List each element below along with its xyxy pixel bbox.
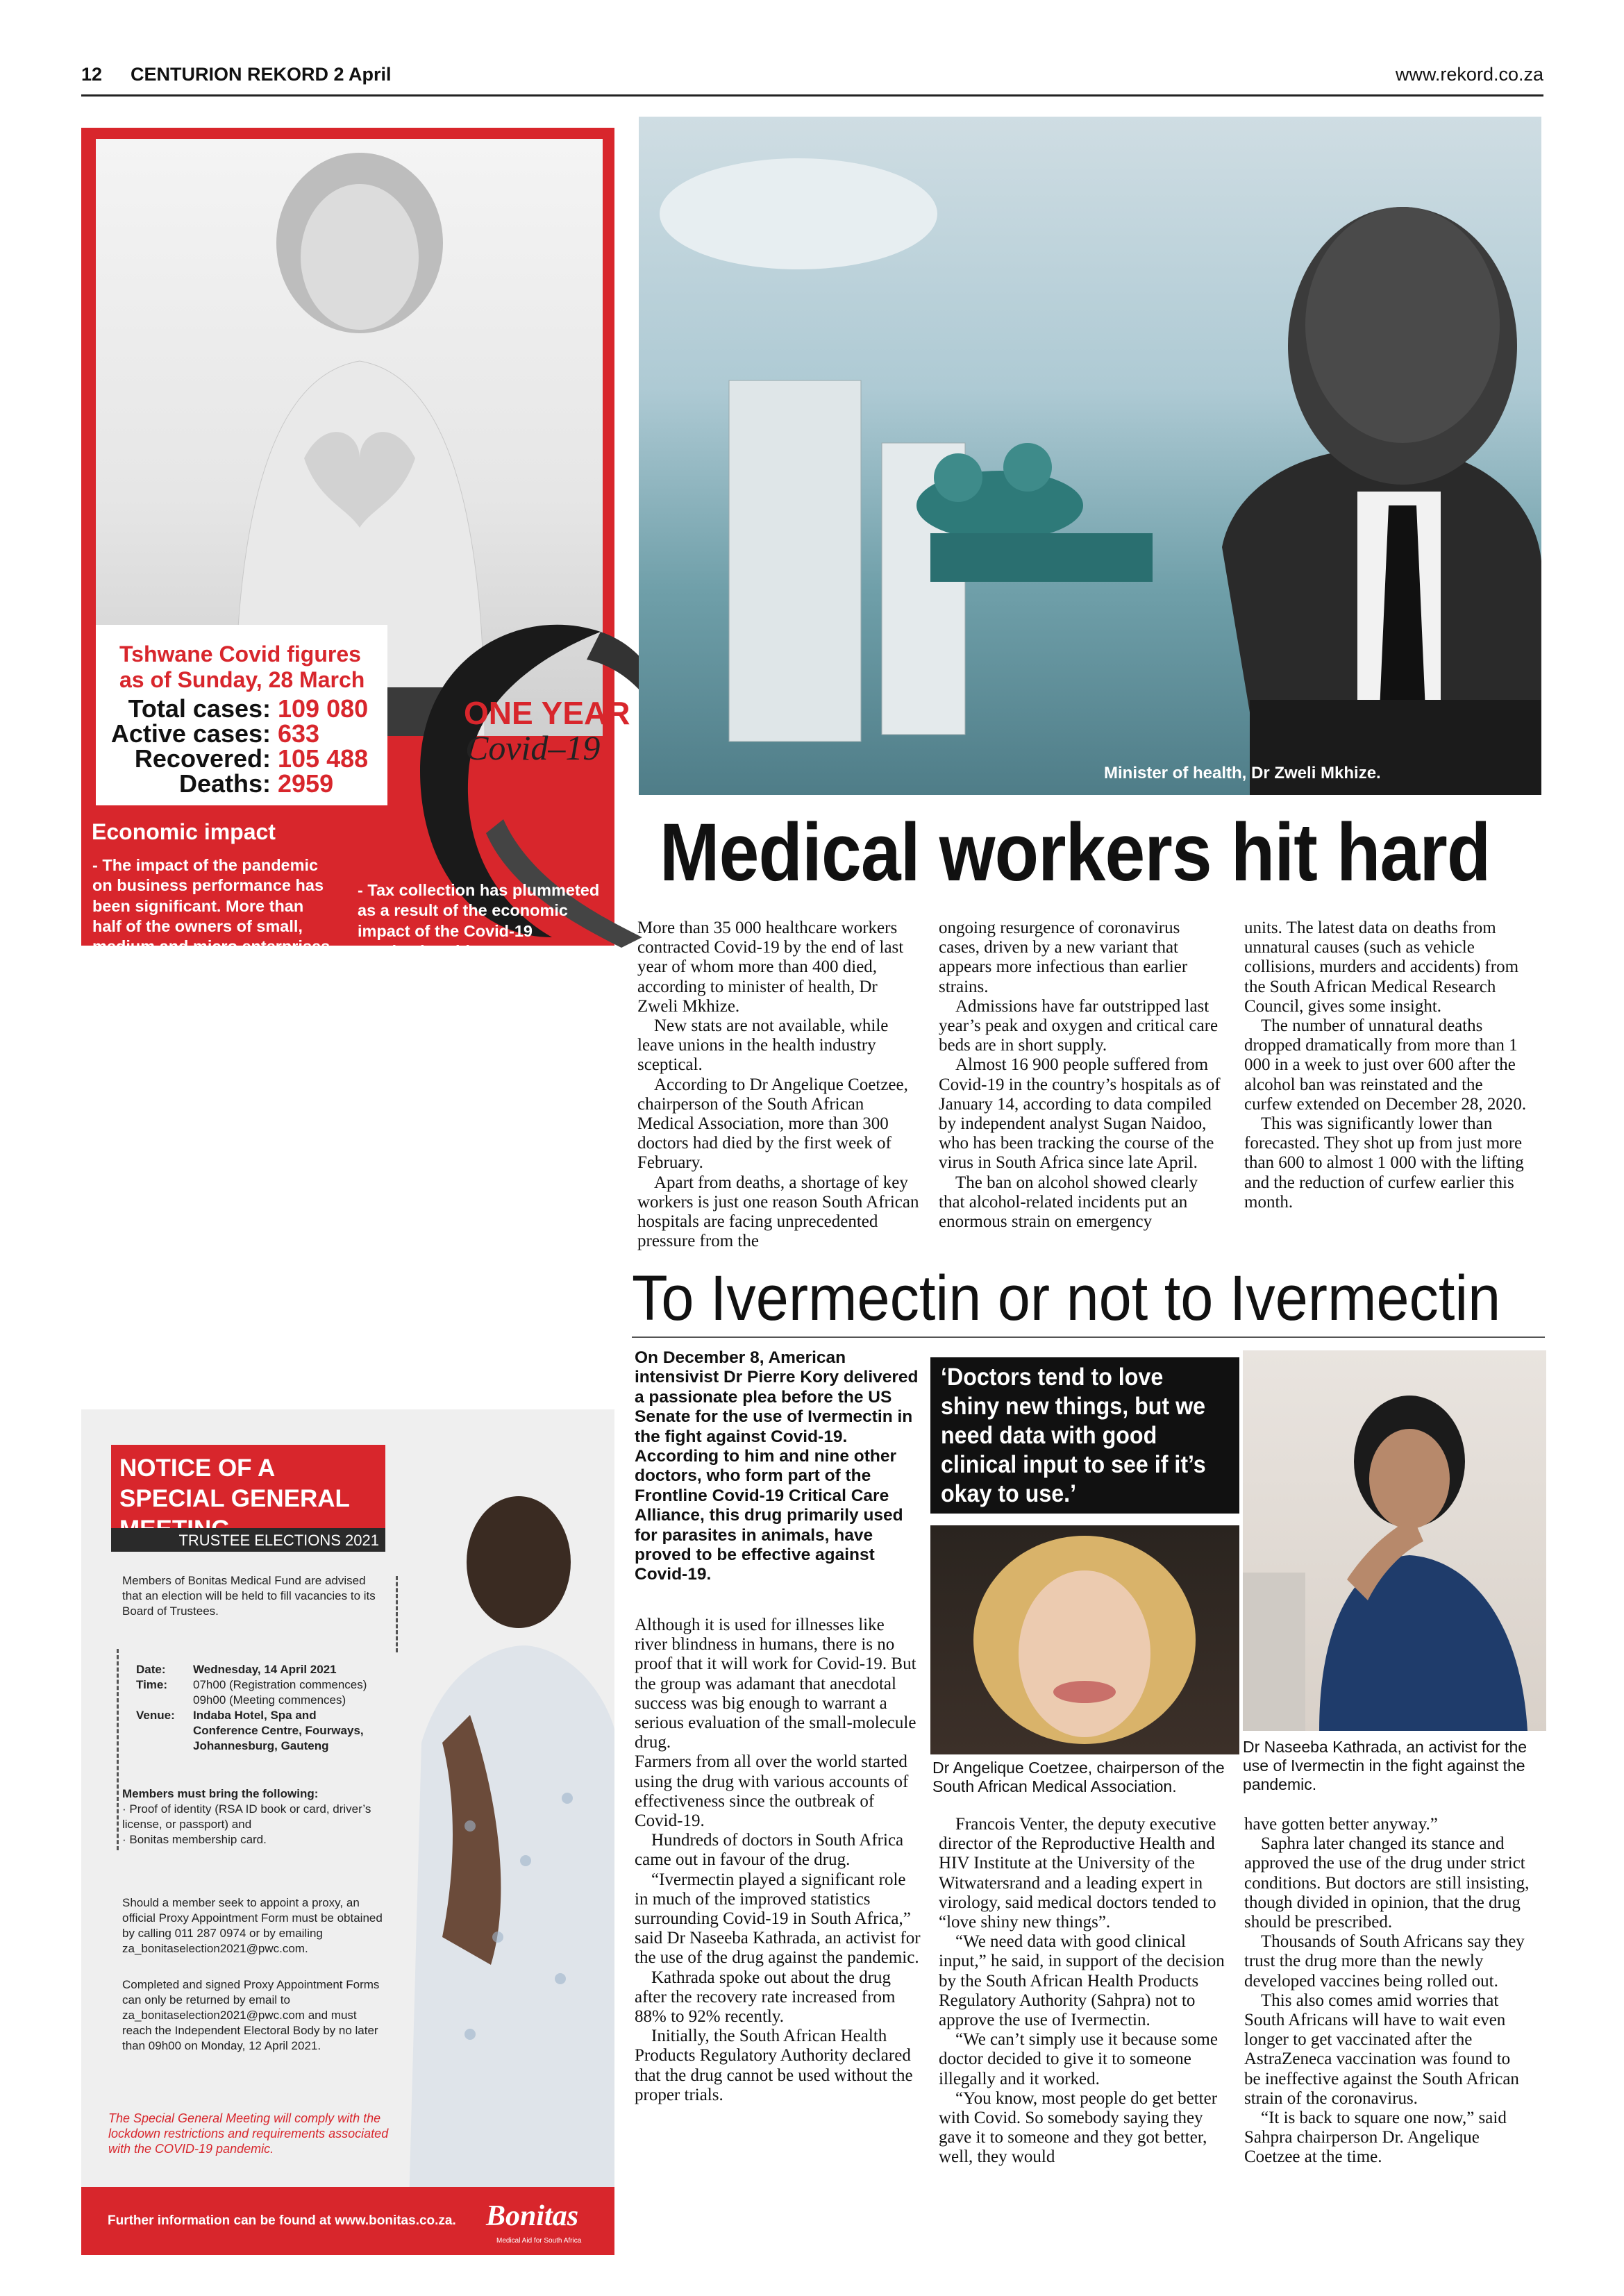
main-story-column-1 [637,919,922,1251]
ad-time-value-1: 07h00 (Registration commences) [193,1678,367,1691]
pull-quote: ‘Doctors tend to love shiny new things, but we need data with good clinical input to see if it’s okay to use.’ [941,1364,1206,1507]
story-paragraph: Francois Venter, the deputy executive director of the Reproductive Health and HIV Institute at the University of the Witwatersrand and a leading expert in virology, said medical doctors tended to “love shiny new things”. [939,1815,1216,1932]
story-paragraph: Admissions have far outstripped last year’s peak and oxygen and critical care beds are in short supply. [939,996,1219,1055]
coetzee-portrait-photo [930,1525,1239,1754]
ad-bring-title: Members must bring the following: [122,1787,319,1800]
ad-proxy-1: Should a member seek to appoint a proxy, an official Proxy Appointment Form must be obtained by calling 011 287 0974 or by emailing za_bonitaselection2021@pwc.com. [122,1896,383,1955]
ad-proxy-2: Completed and signed Proxy Appointment Forms can only be returned by email to za_bonitaselection2021@pwc.com and must reach the Independent Electoral Body by no later than 09h00 on Monday, 12 April 2021. [122,1978,380,2052]
story-paragraph: This was significantly lower than forecasted. They shot up from just more than 600 to almost 1 000 with the lifting and the reduction of curfew earlier this month. [1244,1114,1524,1212]
ivermectin-intro: On December 8, American intensivist Dr Pierre Kory delivered a passionate plea before the US Senate for the use of Ivermectin in the fight against Covid-19. According to him and nine other doctors, who form part of the Frontline Covid-19 Critical Care Alliance, this drug primarily used for parasites in animals, have proved to be effective against Covid-19. [635,1348,919,1584]
minister-photo-caption: Minister of health, Dr Zweli Mkhize. [1104,764,1381,782]
economic-impact-left [92,855,337,1364]
stat-label: Total cases: [128,694,271,723]
stat-total-cases [104,696,396,721]
kathrada-caption: Dr Naseeba Kathrada, an activist for the use of Ivermectin in the fight against the pandemic. [1243,1738,1527,1793]
ad-title: NOTICE OF A SPECIAL GENERAL [119,1455,350,1512]
econ-paragraph: - The impact of the pandemic on business performance has been significant. More than half of the owners of small, medium and micro enterprises say they experienced great uncertainty regarding the sustainability of their businesses during the last few months, due to the Covid-19 pandemic, according to Ipsos SA, a multinational market research and consulting firm. Thousands of small businesses had to close their doors. [92,856,330,1180]
ad-subtitle: TRUSTEE ELECTIONS 2021 [178,1532,379,1549]
story-paragraph: ongoing resurgence of coronavirus cases, driven by a new variant that appears more infectious than earlier strains. [939,919,1188,996]
ivermectin-headline: To Ivermectin or not to Ivermectin [632,1263,1501,1334]
story-paragraph: This also comes amid worries that South Africans will have to wait even longer to get vaccinated after the AstraZeneca vaccination was found to be ineffective against the South African strain of the coronavirus. [1244,1991,1519,2108]
hospital-operating-room-photo [639,117,1541,795]
econ-paragraph: - Tax collection has plummeted as a result of the economic impact of the Covid-19 pandemic, with Sars forecasting a R300 billion tax revenue shortfall. [358,881,600,1001]
stat-value: 105 488 [278,744,369,773]
ad-dashed-line [117,1649,119,1850]
coetzee-caption: Dr Angelique Coetzee, chairperson of the South African Medical Association. [932,1759,1225,1795]
stat-label: Deaths: [178,769,271,798]
story-paragraph: “Ivermectin played a significant role in much of the improved statistics surrounding Covid-19 in South Africa,” said Dr Naseeba Kathrada, an activist for the use of the drug against the pandemic. [635,1870,921,1968]
main-headline: Medical workers hit hard [660,807,1491,898]
story-paragraph: According to Dr Angelique Coetzee, chairperson of the South African Medical Association, more than 300 doctors had died by the first week of February. [637,1075,908,1173]
main-story-column-3 [1244,919,1529,1212]
kathrada-portrait-photo [1243,1350,1546,1731]
ad-venue-label: Venue: [136,1709,175,1722]
ribbon-line1: ONE YEAR [464,695,630,731]
story-paragraph: “We can’t simply use it because some doctor decided to give it to someone illegally and it worked. [939,2030,1218,2088]
stat-value: 2959 [278,769,334,798]
page-number: 12 [81,64,103,85]
ad-time-label: Time: [136,1678,168,1691]
story-paragraph: More than 35 000 healthcare workers contracted Covid-19 by the end of last year of whom more than 400 died, according to minister of health, Dr Zweli Mkhize. [637,919,904,1016]
ad-intro: Members of Bonitas Medical Fund are advised that an election will be held to fill vacancies to its Board of Trustees. [122,1574,376,1618]
story-paragraph: have gotten better anyway.” [1244,1815,1438,1834]
website-url[interactable]: www.rekord.co.za [1395,64,1543,85]
stat-active-cases [104,721,396,746]
ivermectin-rule [632,1336,1545,1338]
econ-paragraph: - Unemployment has also risen to unprecedented levels, reaching its highest rate of 30,8% as 2,2 million jobs were lost at the height of the lockdown in the second quarter. [92,1201,334,1342]
story-paragraph: The ban on alcohol showed clearly that alcohol-related incidents put an enormous strain on emergency [939,1173,1198,1232]
story-paragraph: Thousands of South Africans say they trust the drug more than the newly developed vaccines being rolled out. [1244,1932,1525,1991]
stats-title: Tshwane Covid figures as of Sunday, 28 March [119,642,365,692]
stat-deaths [104,771,396,796]
story-paragraph: units. The latest data on deaths from unnatural causes (such as vehicle collisions, murders and accidents) from the South African Medical Research Council, gives some insight. [1244,919,1519,1016]
stat-value: 109 080 [278,694,369,723]
story-paragraph: New stats are not available, while leave unions in the health industry sceptical. [637,1016,889,1075]
ad-footer-text[interactable]: Further information can be found at www.bonitas.co.za. [108,2213,456,2228]
econ-paragraph: - The rand took a roller-coaster ride weakening to its lowest level in April 2020. But it clawed its way back to R14,01 to the greenback and is currently trading between R14 and R15 to the dollar. [358,1023,598,1164]
story-paragraph: Although it is used for illnesses like river blindness in humans, there is no proof that it will work for Covid-19. But the group was adamant that anecdotal success was big enough to warrant a serious evaluation of the small-molecule drug. [635,1616,916,1752]
ad-dashed-line [396,1576,398,1652]
bonitas-tagline: Medical Aid for South Africa [496,2237,582,2245]
ad-venue-value: Indaba Hotel, Spa and Conference Centre, Fourways, Johannesburg, Gauteng [193,1709,364,1752]
story-paragraph: “It is back to square one now,” said Sahpra chairperson Dr. Angelique Coetzee at the time. [1244,2109,1507,2167]
ivermectin-column-1 [635,1616,921,2105]
publication-name: CENTURION REKORD 2 April [131,64,392,85]
story-paragraph: “You know, most people do get better with Covid. So somebody saying they gave it to someone and they got better, well, they would [939,2088,1218,2167]
econ-paragraph: - Ratings agencies have long warned South Africa over its growing debt crisis and inability to cut spending or grow the economy. This resulted in the country being shifted to full junk status in 2020 as the economy entered into recession. [358,1185,585,1367]
stat-label: Active cases: [110,719,271,748]
ad-date-value: Wednesday, 14 April 2021 [193,1663,337,1676]
main-story-column-2 [939,919,1225,1232]
ad-time-value-2: 09h00 (Meeting commences) [193,1693,346,1707]
stat-recovered [104,746,396,771]
header-rule [81,94,1543,97]
story-paragraph: Kathrada spoke out about the drug after the recovery rate increased from 88% to 92% recently. [635,1968,896,2027]
ad-bring-2: · Bonitas membership card. [122,1833,267,1846]
stat-value: 633 [278,719,320,748]
story-paragraph: Almost 16 900 people suffered from Covid-19 in the country’s hospitals as of January 14, according to data compiled by independent analyst Sugan Naidoo, who has been tracking the course of the virus in South Africa since late April. [939,1055,1221,1173]
stat-label: Recovered: [134,744,271,773]
ivermectin-column-2 [939,1815,1229,2168]
story-paragraph: “We need data with good clinical input,” he said, in support of the decision by the South African Health Products Regulatory Authority (Sahpra) not to approve the use of Ivermectin. [939,1932,1225,2030]
story-paragraph: Saphra later changed its stance and approved the use of the drug under strict conditions. But doctors are still insisting, though divided in opinion, that the drug should be prescribed. [1244,1834,1530,1932]
ribbon-line2: Covid–19 [465,728,601,767]
economic-impact-right [358,880,601,1389]
ad-bring-1: · Proof of identity (RSA ID book or card, driver’s license, or passport) and [122,1802,371,1831]
story-paragraph: Initially, the South African Health Products Regulatory Authority declared that the drug cannot be used without the proper trials. [635,2027,913,2104]
story-paragraph: The number of unnatural deaths dropped dramatically from more than 1 000 in a week to just over 600 after the alcohol ban was reinstated and the curfew extended on December 28, 2020. [1244,1016,1527,1114]
story-paragraph: Apart from deaths, a shortage of key workers is just one reason South African hospitals are facing unprecedented pressure from the [637,1173,919,1251]
bonitas-logo: Bonitas [486,2200,579,2232]
story-paragraph: Farmers from all over the world started using the drug with various accounts of effectiveness since the outbreak of Covid-19. [635,1752,909,1831]
story-paragraph: Hundreds of doctors in South Africa came out in favour of the drug. [635,1831,904,1870]
ad-date-label: Date: [136,1663,166,1676]
ad-lockdown-note: The Special General Meeting will comply with the lockdown restrictions and requirements associated with the COVID-19 pandemic. [108,2111,389,2156]
ivermectin-column-3 [1244,1815,1530,2168]
economic-impact-title: Economic impact [92,819,276,844]
